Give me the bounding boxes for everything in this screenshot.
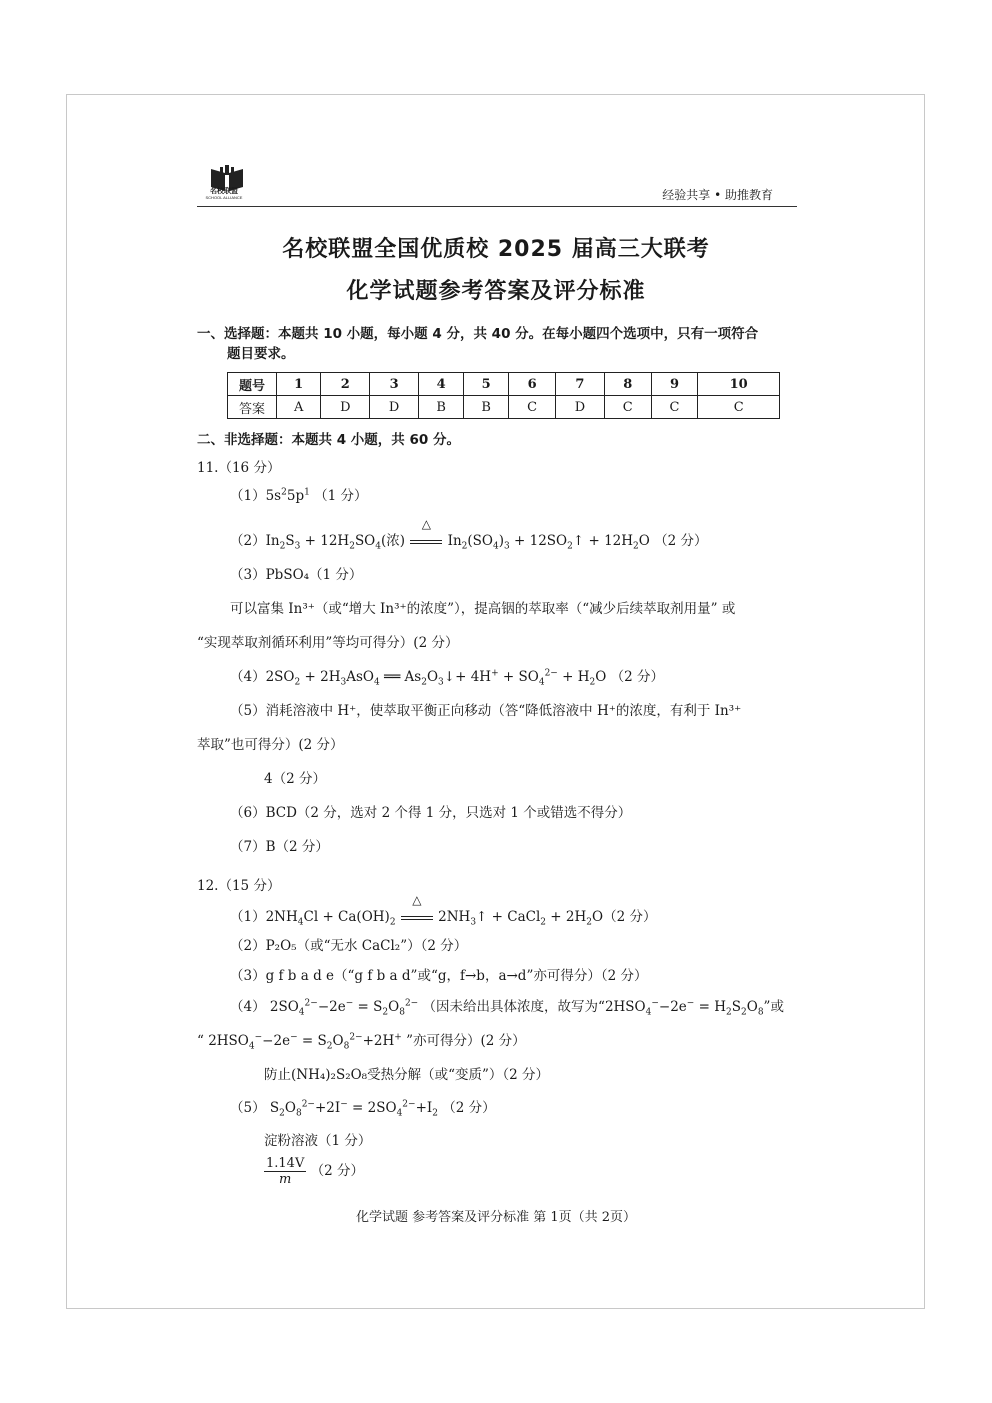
q12-part4-prefix: （4） — [230, 999, 266, 1015]
q11-part1-score: （1 分） — [314, 488, 368, 504]
row-label-answer: 答案 — [228, 396, 277, 419]
header-slogan: 经验共享 • 助推教育 — [662, 188, 773, 202]
q11-part1: $(1)5s^25p^1$ （1 分） — [230, 487, 368, 504]
question-number-row — [228, 373, 780, 396]
row-label-question: 题号 — [228, 373, 277, 396]
q12-part4-quote-close: ”亦可得分）(2 分） — [406, 1033, 526, 1049]
logo-subtext: SCHOOL ALLIANCE — [205, 195, 243, 200]
answer-table — [227, 372, 780, 419]
q12-part2: （2）P₂O₅（或“无水 CaCl₂”）（2 分） — [230, 938, 468, 954]
q11-part3-explanation-line2: “实现萃取剂循环利用”等均可得分）(2 分） — [197, 635, 459, 651]
question-number: 4 — [419, 373, 464, 396]
answer-cell: C — [698, 396, 780, 419]
fraction-numerator: 1.14V — [266, 1156, 305, 1171]
q11-part5-line1: （5）消耗溶液中 H⁺，使萃取平衡正向移动（答“降低溶液中 H⁺的浓度，有利于 In³⁺ — [230, 703, 742, 719]
section2-heading: 二、非选择题：本题共 4 小题，共 60 分。 — [197, 432, 460, 448]
exam-title: 名校联盟全国优质校 2025 届高三大联考 — [282, 237, 710, 262]
fraction-denominator: m — [279, 1172, 292, 1187]
q11-part1-prefix: （1） — [230, 488, 266, 504]
q12-part1-score: （2 分） — [603, 909, 657, 925]
answer-cell: C — [604, 396, 651, 419]
question-number: 7 — [556, 373, 605, 396]
answer-cell: B — [419, 396, 464, 419]
answer-cell: A — [277, 396, 321, 419]
q12-part4-quote-open: “ — [197, 1033, 204, 1049]
section1-heading-line2: 题目要求。 — [227, 346, 295, 362]
q11-part3-explanation-line1: 可以富集 In³⁺（或“增大 In³⁺的浓度”），提高铟的萃取率（“减少后续萃取剂用量” 或 — [230, 601, 736, 617]
q11-part2: $(2)In_2S_3 + 12H_2SO_4$(浓) △ $In_2(SO_4)_3$ + $12SO_2↑ + 12H_2O$ （2 分） — [230, 517, 708, 552]
answer-cell: D — [321, 396, 370, 419]
q12-part4-note: （因未给出具体浓度，故写为“ — [422, 999, 605, 1015]
answer-cell: D — [556, 396, 605, 419]
q11-part3: （3）PbSO₄（1 分） — [230, 567, 363, 583]
fraction-expression — [264, 1156, 306, 1187]
section1-heading-line1: 一、选择题：本题共 10 小题，每小题 4 分，共 40 分。在每小题四个选项中，只有一项符合 — [197, 326, 759, 342]
q12-part4-line1: （4） $2SO_4^{2-}-2e^- = S_2O_8^{2-}$ （因未给出具体浓度，故写为“$2HSO_4^--2e^- = H_2S_2O_8$”或 — [230, 998, 784, 1018]
question-number: 2 — [321, 373, 370, 396]
q11-part5-line2: 萃取”也可得分）(2 分） — [197, 737, 344, 753]
q12-part5-fraction-score: （2 分） — [310, 1163, 365, 1179]
answer-cell: C — [509, 396, 556, 419]
question-number: 5 — [464, 373, 509, 396]
q11-part7: （7）B（2 分） — [230, 839, 329, 855]
q12-part1-prefix: （1） — [230, 909, 266, 925]
q12-part5-line1: （5） $S_2O_8^{2-}+2I^- = 2SO_4^{2-}+I_2$ （2 分） — [230, 1099, 496, 1119]
answer-cell: B — [464, 396, 509, 419]
question-number: 10 — [698, 373, 780, 396]
question-number: 1 — [277, 373, 321, 396]
q11-part2-score: （2 分） — [654, 533, 708, 549]
exam-subtitle: 化学试题参考答案及评分标准 — [346, 279, 646, 304]
question-number: 8 — [604, 373, 651, 396]
q11-part2-prefix: （2） — [230, 533, 266, 549]
q11-part4: $(4)2SO_2 + 2H_3AsO_4$ ══ $As_2O_3↓+ 4H^+ + SO_4^{2-} + H_2O$ （2 分） — [230, 668, 664, 688]
question-number: 6 — [509, 373, 556, 396]
answer-cell: D — [370, 396, 419, 419]
answer-row — [228, 396, 780, 419]
heat-equation-arrow — [400, 893, 434, 925]
heat-equation-arrow — [409, 517, 443, 549]
q11-part6: （6）BCD（2 分，选对 2 个得 1 分，只选对 1 个或错选不得分） — [230, 805, 632, 821]
q11-part5-line3: 4（2 分） — [264, 771, 326, 787]
q12-part5-line2: 淀粉溶液（1 分） — [264, 1133, 372, 1149]
q11-part4-prefix: （4） — [230, 669, 266, 685]
answer-cell: C — [651, 396, 698, 419]
page-footer: 化学试题 参考答案及评分标准 第 1页（共 2页） — [355, 1210, 637, 1225]
q11-part4-score: （2 分） — [610, 669, 664, 685]
question-number: 9 — [651, 373, 698, 396]
q11-title: 11.（16 分） — [197, 460, 281, 476]
q12-part4-line3: 防止(NH₄)₂S₂O₈受热分解（或“变质”）（2 分） — [264, 1067, 550, 1083]
heat-symbol: △ — [421, 517, 431, 531]
q12-part5-score: （2 分） — [442, 1100, 496, 1116]
page-header — [197, 158, 797, 207]
q12-part1: $(1)2NH_4Cl + Ca(OH)_2$ △ $2NH_3↑$ + CaCl$_2$ + $2H_2O(2$ 分） — [230, 893, 657, 928]
q12-title: 12.（15 分） — [197, 878, 281, 894]
question-number: 3 — [370, 373, 419, 396]
q12-part5-line3 — [264, 1156, 364, 1187]
q12-part4-or: ”或 — [763, 999, 784, 1015]
heat-symbol: △ — [412, 893, 422, 907]
q12-part3: （3）g f b a d e（“g f b a d”或“g，f→b，a→d”亦可得分）（2 分） — [230, 968, 648, 984]
logo-text: 名校联盟 — [210, 187, 238, 195]
q12-part4-line2: “ $2HSO_4^--2e^- = S_2O_8^{2-}+2H^+$ ”亦可得分）(2 分） — [197, 1032, 526, 1052]
q12-part5-prefix: （5） — [230, 1100, 266, 1116]
